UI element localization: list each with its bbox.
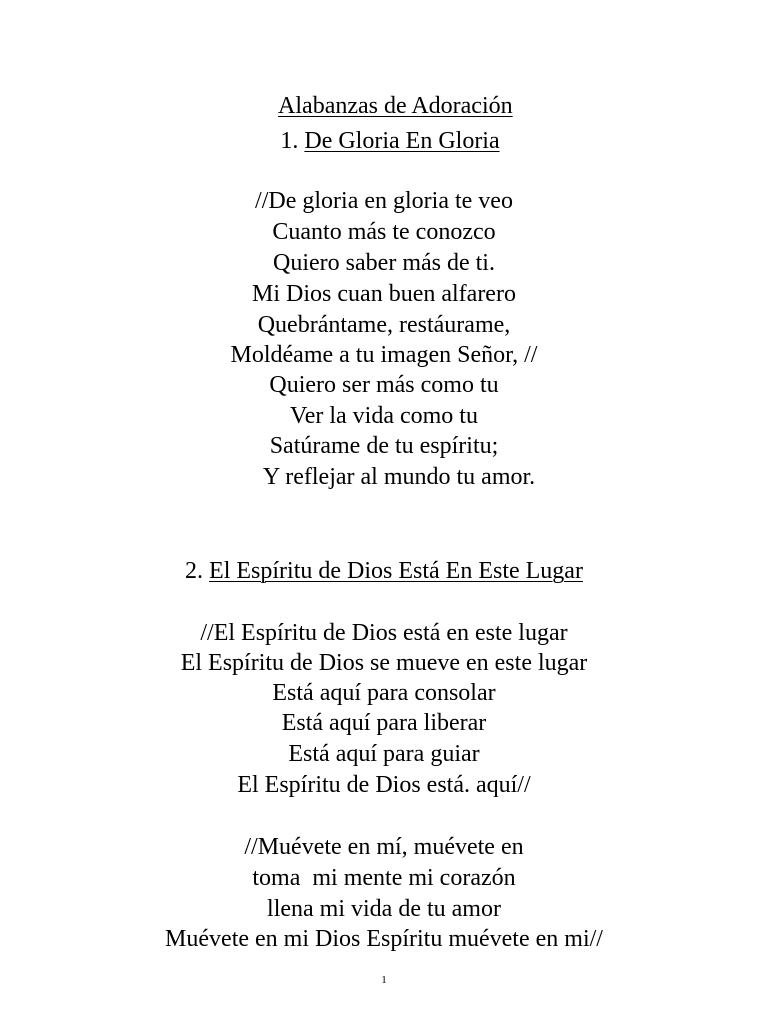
song-2-heading [0,557,768,585]
song-2-line: El Espíritu de Dios se mueve en este lugar [180,650,588,676]
song-1-line: //De gloria en gloria te veo [255,188,513,214]
song-2-line: El Espíritu de Dios está. aquí// [237,772,531,798]
song-2-line: //El Espíritu de Dios está en este lugar [200,620,568,646]
song-1-line: Quiero ser más como tu [269,372,499,398]
page-number: 1 [381,974,387,986]
song-1-title: De Gloria En Gloria [304,128,500,154]
song-1-number: 1. [280,128,299,154]
song-1-line: Ver la vida como tu [290,403,478,429]
song-1-heading [0,127,768,155]
song-1-line: Y reflejar al mundo tu amor. [262,464,536,490]
song-2-number: 2. [185,558,204,584]
song-2-line: Está aquí para consolar [272,680,496,706]
song-2-line: //Muévete en mí, muévete en [244,834,524,860]
song-2-line: Muévete en mi Dios Espíritu muévete en mi// [165,926,603,952]
song-1-line: Satúrame de tu espíritu; [269,433,499,459]
song-1-line: Moldéame a tu imagen Señor, // [230,342,538,368]
song-2-line: llena mi vida de tu amor [267,896,501,922]
song-1-line: Quiero saber más de ti. [273,250,495,276]
song-2-title: El Espíritu de Dios Está En Este Lugar [209,558,583,584]
document-title-text: Alabanzas de Adoración [278,93,513,119]
song-1-line: Mi Dios cuan buen alfarero [252,281,516,307]
song-2-line: Está aquí para liberar [281,710,487,736]
song-2-line: Está aquí para guiar [288,741,480,767]
song-2-line: toma mi mente mi corazón [252,865,516,891]
song-1-line: Quebrántame, restáurame, [257,312,511,338]
song-1-line: Cuanto más te conozco [272,219,496,245]
